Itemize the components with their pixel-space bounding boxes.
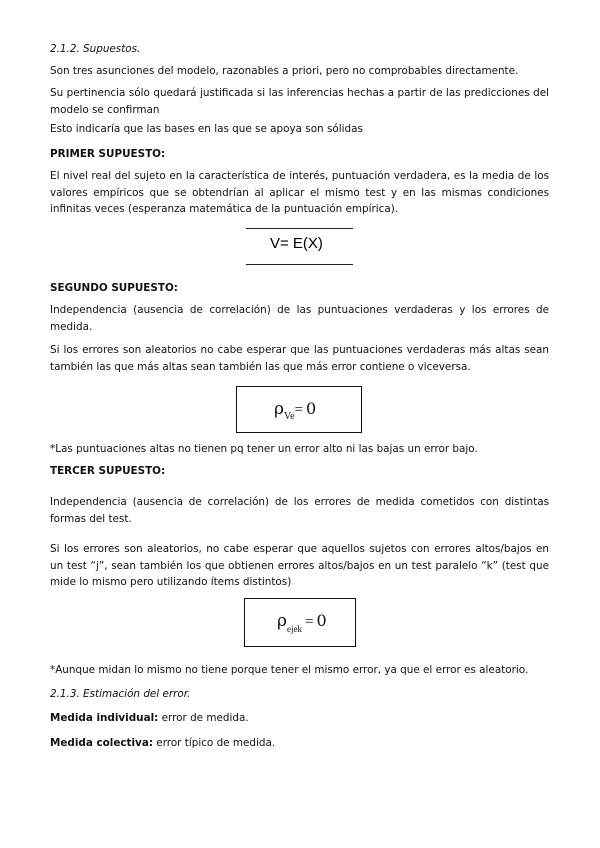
formula-rho-ve <box>274 399 316 422</box>
note-puntuaciones-altas: *Las puntuaciones altas no tienen pq tener un error alto ni las bajas un error bajo. <box>50 443 478 455</box>
formula-rho-ejek <box>277 611 327 634</box>
zero-value: 0 <box>316 611 327 630</box>
medida-individual-text: error de medida. <box>158 712 249 724</box>
section-title-2-1-2: 2.1.2. Supuestos. <box>50 43 141 55</box>
section-title-2-1-3: 2.1.3. Estimación del error. <box>50 688 191 700</box>
paragraph-nivel-real: El nivel real del sujeto en la característica de interés, puntuación verdadera, es la media de los valores empíricos que se obtendrían al aplicar el mismo test y en las mismas condiciones infinitas veces (esperanza matemática de la puntuación empírica). <box>50 170 549 215</box>
heading-primer-supuesto: PRIMER SUPUESTO: <box>50 148 166 160</box>
note-mismo-error: *Aunque midan lo mismo no tiene porque tener el mismo error, ya que el error es aleatorio. <box>50 664 529 676</box>
medida-colectiva-line <box>50 735 549 752</box>
medida-individual-line <box>50 710 549 727</box>
paragraph-independencia-ve: Independencia (ausencia de correlación) de las puntuaciones verdaderas y los errores de medida. <box>50 304 549 333</box>
formula-box-rho-ejek <box>244 598 356 647</box>
paragraph-test-paralelo: Si los errores son aleatorios, no cabe esperar que aquellos sujetos con errores altos/bajos en un test “j”, sean también los que obtienen errores altos/bajos en un test paralelo “k” (test que mide lo mismo pero utilizando ítems distintos) <box>50 543 549 588</box>
paragraph-independencia-errores: Independencia (ausencia de correlación) de los errores de medida cometidos con distintas formas del test. <box>50 496 549 525</box>
equals-sign: = <box>305 614 314 630</box>
heading-segundo-supuesto: SEGUNDO SUPUESTO: <box>50 282 178 294</box>
rho-symbol: ρ <box>274 399 284 419</box>
formula-bottom-rule <box>246 264 353 265</box>
paragraph-asunciones: Son tres asunciones del modelo, razonables a priori, pero no comprobables directamente. <box>50 65 519 77</box>
paragraph-pertinencia: Su pertinencia sólo quedará justificada si las inferencias hechas a partir de las predicciones del modelo se confirman <box>50 87 549 116</box>
formula-top-rule <box>246 228 353 229</box>
paragraph-errores-aleatorios: Si los errores son aleatorios no cabe esperar que las puntuaciones verdaderas más altas sean también las que más altas sean también las que más error contiene o viceversa. <box>50 344 549 373</box>
paragraph-bases: Esto indicaría que las bases en las que se apoya son sólidas <box>50 123 363 135</box>
heading-tercer-supuesto: TERCER SUPUESTO: <box>50 465 166 477</box>
rho-symbol: ρ <box>277 611 287 631</box>
medida-individual-label: Medida individual: <box>50 712 159 724</box>
formula-box-rho-ve <box>236 386 362 433</box>
formula-v-equals-ex: V= E(X) <box>270 235 323 252</box>
medida-colectiva-text: error típico de medida. <box>153 737 276 749</box>
medida-colectiva-label: Medida colectiva: <box>50 737 153 749</box>
zero-value: 0 <box>306 399 317 418</box>
rho-subscript-ve: Ve <box>284 411 295 422</box>
equals-sign: = <box>294 402 304 418</box>
rho-subscript-ejek: ejek <box>287 624 302 634</box>
